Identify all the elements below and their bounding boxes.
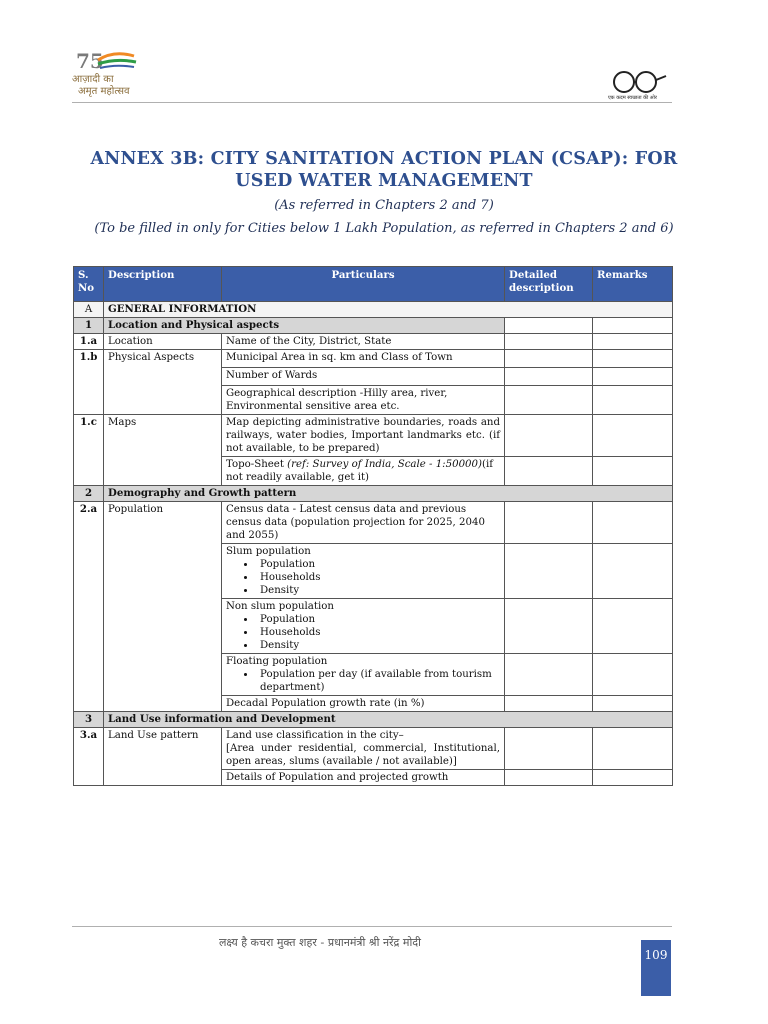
detailed-cell[interactable] (505, 696, 593, 712)
row-1b-particulars-2: Number of Wards (222, 368, 505, 386)
subtitle-chapters: (As referred in Chapters 2 and 7) (274, 198, 494, 213)
remarks-cell[interactable] (593, 368, 673, 386)
topo-sheet-note: (if not readily available, get it) (226, 459, 494, 483)
section-a-sno: A (74, 302, 104, 318)
footer-divider (72, 926, 672, 927)
list-item: • Density (256, 639, 500, 652)
list-item: • Population per day (if available from tourism department) (256, 668, 500, 694)
row-1b-sno: 1.b (74, 350, 104, 415)
swachh-bharat-logo (606, 70, 668, 102)
remarks-cell[interactable] (593, 350, 673, 368)
remarks-cell[interactable] (593, 696, 673, 712)
azadi-ka-amrit-mahotsav-logo (72, 46, 152, 98)
header-particulars: Particulars (222, 267, 505, 302)
row-1b-description: Physical Aspects (104, 350, 222, 415)
table-row-2a-1 (74, 502, 673, 544)
row-1b-particulars-3: Geographical description -Hilly area, river, Environmental sensitive area etc. (222, 386, 505, 415)
row-1c-particulars-1: Map depicting administrative boundaries, roads and railways, water bodies, Important landmarks etc. (if not available, to be prepared) (222, 415, 505, 457)
header-description: Description (104, 267, 222, 302)
row-2a-census: Census data - Latest census data and previous census data (population projection for 2025, 2040 and 2055) (222, 502, 505, 544)
remarks-cell[interactable] (593, 502, 673, 544)
row-1b-particulars-1: Municipal Area in sq. km and Class of Town (222, 350, 505, 368)
header-divider (72, 102, 672, 103)
topo-sheet-label: Topo-Sheet (226, 459, 288, 470)
section-2-sno: 2 (74, 486, 104, 502)
detailed-cell[interactable] (505, 415, 593, 457)
header-remarks: Remarks (593, 267, 673, 302)
row-3a-population-details: Details of Population and projected growth (222, 770, 505, 786)
row-1c-sno: 1.c (74, 415, 104, 486)
detailed-cell[interactable] (505, 502, 593, 544)
slum-label: Slum population (226, 546, 311, 557)
section-row-1 (74, 318, 673, 334)
row-2a-slum (222, 544, 505, 599)
landuse-title: Land use classification in the city– (226, 730, 404, 741)
section-1-label: Location and Physical aspects (104, 318, 505, 334)
row-3a-sno: 3.a (74, 728, 104, 786)
remarks-cell[interactable] (593, 654, 673, 696)
row-3a-description: Land Use pattern (104, 728, 222, 786)
subtitle-population-note: (To be filled in only for Cities below 1 Lakh Population, as referred in Chapters 2 and 6) (94, 221, 674, 236)
table-row-3a-1 (74, 728, 673, 770)
detailed-cell[interactable] (505, 770, 593, 786)
detailed-cell[interactable] (505, 457, 593, 486)
detailed-cell[interactable] (505, 350, 593, 368)
table-row-1a (74, 334, 673, 350)
title-line-2: USED WATER MANAGEMENT (235, 171, 533, 191)
logo-tagline: एक कदम स्वच्छता की ओर (608, 95, 657, 101)
remarks-cell[interactable] (593, 334, 673, 350)
detailed-cell[interactable] (505, 728, 593, 770)
nonslum-list (226, 613, 500, 652)
slum-list (226, 558, 500, 597)
section-row-2 (74, 486, 673, 502)
table-row-1c-1 (74, 415, 673, 457)
remarks-cell[interactable] (593, 318, 673, 334)
detailed-cell[interactable] (505, 654, 593, 696)
detailed-cell[interactable] (505, 544, 593, 599)
row-2a-sno: 2.a (74, 502, 104, 712)
remarks-cell[interactable] (593, 415, 673, 457)
detailed-cell[interactable] (505, 599, 593, 654)
landuse-detail: [Area under residential, commercial, Institutional, open areas, slums (available / not available)] (226, 743, 500, 767)
row-2a-description: Population (104, 502, 222, 712)
list-item: • Density (256, 584, 500, 597)
section-2-label: Demography and Growth pattern (104, 486, 673, 502)
remarks-cell[interactable] (593, 544, 673, 599)
list-item: • Households (256, 626, 500, 639)
detailed-cell[interactable] (505, 318, 593, 334)
logo-text-line1: आज़ादी का (72, 74, 114, 85)
detailed-cell[interactable] (505, 386, 593, 415)
page-number-box (641, 940, 671, 996)
list-item: • Population (256, 558, 500, 571)
page-title (72, 148, 696, 192)
remarks-cell[interactable] (593, 386, 673, 415)
section-1-sno: 1 (74, 318, 104, 334)
section-row-3 (74, 712, 673, 728)
header-detailed-description: Detailed description (505, 267, 593, 302)
detailed-cell[interactable] (505, 334, 593, 350)
floating-label: Floating population (226, 656, 328, 667)
list-item: • Population (256, 613, 500, 626)
header-sno: S. No (74, 267, 104, 302)
nonslum-label: Non slum population (226, 601, 334, 612)
section-a-label: GENERAL INFORMATION (104, 302, 673, 318)
footer-slogan: लक्ष्य है कचरा मुक्त शहर - प्रधानमंत्री श्री नरेंद्र मोदी (218, 936, 422, 949)
table-row-1b-1 (74, 350, 673, 368)
row-2a-floating (222, 654, 505, 696)
row-2a-nonslum (222, 599, 505, 654)
page-number: 109 (644, 948, 668, 962)
logo-number: 75 (76, 49, 104, 73)
row-1c-description: Maps (104, 415, 222, 486)
logo-text-line2: अमृत महोत्सव (78, 86, 130, 97)
remarks-cell[interactable] (593, 770, 673, 786)
topo-sheet-ref: (ref: Survey of India, Scale - 1:50000) (287, 459, 482, 470)
floating-list (226, 668, 500, 694)
row-2a-decadal: Decadal Population growth rate (in %) (222, 696, 505, 712)
section-row-a (74, 302, 673, 318)
table-header-row (74, 267, 673, 302)
title-line-1: ANNEX 3B: CITY SANITATION ACTION PLAN (CSAP): FOR (90, 149, 678, 169)
row-1a-sno: 1.a (74, 334, 104, 350)
section-3-label: Land Use information and Development (104, 712, 673, 728)
row-1a-particulars: Name of the City, District, State (222, 334, 505, 350)
remarks-cell[interactable] (593, 599, 673, 654)
remarks-cell[interactable] (593, 728, 673, 770)
list-item: • Households (256, 571, 500, 584)
remarks-cell[interactable] (593, 457, 673, 486)
row-1c-particulars-2 (222, 457, 505, 486)
section-3-sno: 3 (74, 712, 104, 728)
csap-table (73, 266, 673, 786)
detailed-cell[interactable] (505, 368, 593, 386)
row-1a-description: Location (104, 334, 222, 350)
row-3a-landuse (222, 728, 505, 770)
